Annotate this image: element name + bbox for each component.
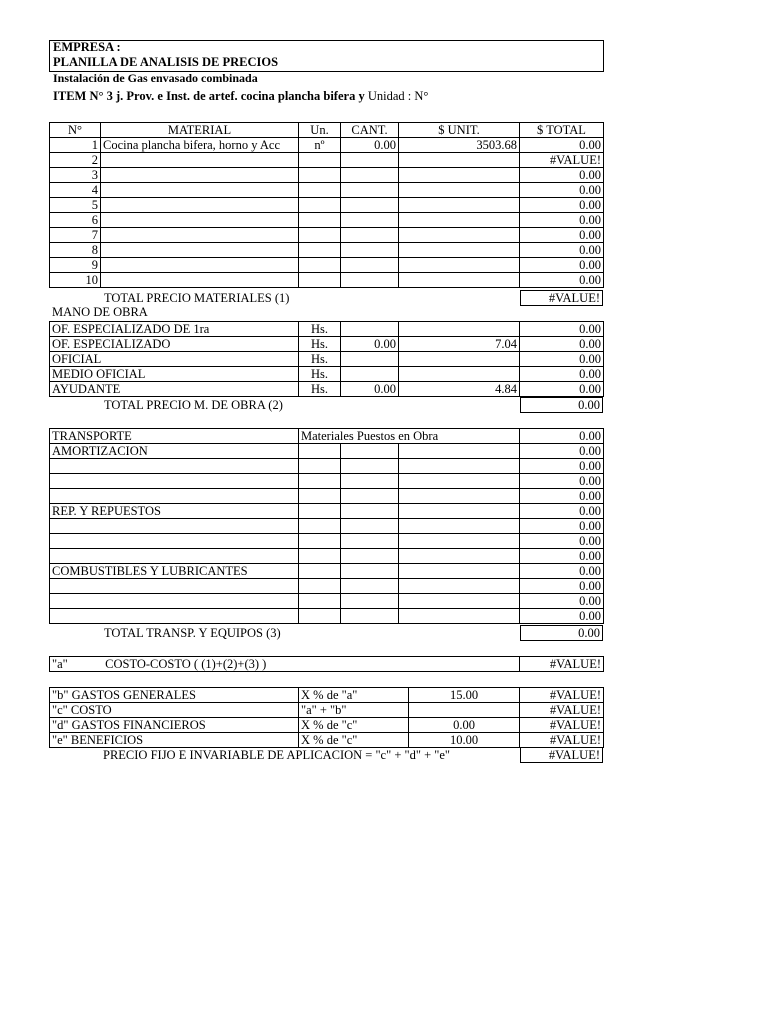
labor-table	[49, 321, 604, 397]
transport-row-cant	[341, 489, 399, 504]
summary-row	[50, 688, 604, 703]
transport-row-unit	[399, 564, 520, 579]
transport-row-total: 0.00	[520, 594, 604, 609]
labor-body	[50, 322, 604, 397]
material-name	[101, 168, 299, 183]
transport-row-cant	[341, 579, 399, 594]
transport-row-un	[299, 474, 341, 489]
labor-un: Hs.	[299, 322, 341, 337]
summary-pct: 0.00	[409, 718, 520, 733]
transport-row	[50, 594, 604, 609]
labor-row	[50, 322, 604, 337]
transport-row-un	[299, 519, 341, 534]
transport-row-unit	[399, 549, 520, 564]
material-row	[50, 153, 604, 168]
material-row	[50, 198, 604, 213]
transport-total-value: 0.00	[578, 626, 600, 640]
transport-row-un	[299, 489, 341, 504]
labor-title: MANO DE OBRA	[52, 305, 148, 319]
labor-unit: 4.84	[399, 382, 520, 397]
transport-row-label	[50, 609, 299, 624]
summary-label: "c" COSTO	[50, 703, 299, 718]
transport-row	[50, 549, 604, 564]
material-n: 9	[50, 258, 101, 273]
material-total: 0.00	[520, 198, 604, 213]
material-row	[50, 228, 604, 243]
transport-row-un	[299, 609, 341, 624]
material-un: nº	[299, 138, 341, 153]
labor-un: Hs.	[299, 337, 341, 352]
material-cant	[341, 213, 399, 228]
labor-cant	[341, 322, 399, 337]
transport-row-unit	[399, 504, 520, 519]
costo-value: #VALUE!	[520, 657, 604, 672]
transport-row-cant	[341, 504, 399, 519]
transport-row-total: 0.00	[520, 579, 604, 594]
transport-row-total: 0.00	[520, 474, 604, 489]
transport-first-total: 0.00	[520, 429, 604, 444]
material-name	[101, 243, 299, 258]
transport-row-un	[299, 549, 341, 564]
material-un	[299, 243, 341, 258]
transport-row-total: 0.00	[520, 609, 604, 624]
labor-cant: 0.00	[341, 337, 399, 352]
transport-row	[50, 609, 604, 624]
transport-note: Materiales Puestos en Obra	[299, 429, 520, 444]
transport-row-unit	[399, 534, 520, 549]
item-line	[53, 89, 428, 104]
material-total: 0.00	[520, 168, 604, 183]
summary-label: "d" GASTOS FINANCIEROS	[50, 718, 299, 733]
material-n: 7	[50, 228, 101, 243]
transport-row-unit	[399, 474, 520, 489]
material-total: #VALUE!	[520, 153, 604, 168]
labor-row	[50, 367, 604, 382]
materials-header-row	[50, 123, 604, 138]
material-n: 5	[50, 198, 101, 213]
transport-row-unit	[399, 489, 520, 504]
transport-row-unit	[399, 579, 520, 594]
labor-total-value: 0.00	[578, 398, 600, 412]
labor-total: 0.00	[520, 337, 604, 352]
labor-total: 0.00	[520, 352, 604, 367]
transport-row	[50, 459, 604, 474]
transport-row-total: 0.00	[520, 444, 604, 459]
transport-row-total: 0.00	[520, 459, 604, 474]
material-row	[50, 183, 604, 198]
summary-formula: "a" + "b"	[299, 703, 409, 718]
material-un	[299, 168, 341, 183]
material-cant	[341, 198, 399, 213]
material-cant	[341, 273, 399, 288]
col-header-un: Un.	[299, 123, 341, 138]
material-total: 0.00	[520, 258, 604, 273]
material-n: 10	[50, 273, 101, 288]
transport-row	[50, 564, 604, 579]
labor-name: MEDIO OFICIAL	[50, 367, 299, 382]
transport-row-label	[50, 579, 299, 594]
material-total: 0.00	[520, 213, 604, 228]
transport-row	[50, 504, 604, 519]
transport-total-label: TOTAL TRANSP. Y EQUIPOS (3)	[104, 626, 281, 640]
labor-row	[50, 337, 604, 352]
material-n: 1	[50, 138, 101, 153]
summary-label: "e" BENEFICIOS	[50, 733, 299, 748]
transport-row-un	[299, 564, 341, 579]
transport-row-total: 0.00	[520, 549, 604, 564]
transport-row-un	[299, 444, 341, 459]
material-total: 0.00	[520, 183, 604, 198]
material-row	[50, 168, 604, 183]
transport-row-cant	[341, 444, 399, 459]
material-cant	[341, 228, 399, 243]
material-un	[299, 213, 341, 228]
transport-row-label: AMORTIZACION	[50, 444, 299, 459]
col-header-unit: $ UNIT.	[399, 123, 520, 138]
labor-unit	[399, 322, 520, 337]
transport-row-un	[299, 504, 341, 519]
material-row	[50, 213, 604, 228]
transport-row-cant	[341, 549, 399, 564]
transport-row-un	[299, 534, 341, 549]
transport-row-total: 0.00	[520, 489, 604, 504]
summary-formula: X % de "c"	[299, 733, 409, 748]
unidad-label: Unidad : N°	[367, 89, 429, 103]
transport-label: TRANSPORTE	[50, 429, 299, 444]
material-name	[101, 273, 299, 288]
transport-table	[49, 428, 604, 624]
transport-first-row	[50, 429, 604, 444]
material-un	[299, 228, 341, 243]
summary-value: #VALUE!	[520, 688, 604, 703]
transport-row-label	[50, 474, 299, 489]
transport-row-label	[50, 489, 299, 504]
material-name	[101, 228, 299, 243]
material-n: 6	[50, 213, 101, 228]
costo-key: "a"	[52, 657, 68, 671]
labor-total: 0.00	[520, 382, 604, 397]
material-row	[50, 243, 604, 258]
labor-cant	[341, 352, 399, 367]
summary-pct: 15.00	[409, 688, 520, 703]
material-cant	[341, 183, 399, 198]
materials-total-value: #VALUE!	[548, 291, 600, 305]
summary-value: #VALUE!	[520, 703, 604, 718]
material-name	[101, 153, 299, 168]
costo-cell	[50, 657, 520, 672]
transport-row-un	[299, 579, 341, 594]
labor-cant	[341, 367, 399, 382]
transport-row-cant	[341, 474, 399, 489]
transport-row-total: 0.00	[520, 564, 604, 579]
material-un	[299, 198, 341, 213]
final-price-label: PRECIO FIJO E INVARIABLE DE APLICACION = "c" + "d" + "e"	[103, 748, 451, 762]
material-name	[101, 183, 299, 198]
costo-table	[49, 656, 604, 672]
material-row	[50, 138, 604, 153]
costo-row	[50, 657, 604, 672]
transport-row-total: 0.00	[520, 534, 604, 549]
material-cant	[341, 153, 399, 168]
material-unit	[399, 258, 520, 273]
costo-label: COSTO-COSTO ( (1)+(2)+(3) )	[105, 657, 267, 671]
material-n: 3	[50, 168, 101, 183]
transport-row	[50, 474, 604, 489]
labor-un: Hs.	[299, 367, 341, 382]
transport-row-un	[299, 594, 341, 609]
subtitle: Instalación de Gas envasado combinada	[53, 71, 258, 85]
transport-row-cant	[341, 594, 399, 609]
col-header-n: N°	[50, 123, 101, 138]
labor-row	[50, 382, 604, 397]
transport-body	[50, 429, 604, 624]
transport-row-cant	[341, 534, 399, 549]
material-cant	[341, 168, 399, 183]
transport-row-label	[50, 594, 299, 609]
material-total: 0.00	[520, 228, 604, 243]
material-unit	[399, 213, 520, 228]
material-un	[299, 273, 341, 288]
final-price-value: #VALUE!	[548, 748, 600, 762]
material-total: 0.00	[520, 243, 604, 258]
labor-total: 0.00	[520, 322, 604, 337]
materials-table	[49, 122, 604, 288]
summary-row	[50, 733, 604, 748]
labor-name: OF. ESPECIALIZADO DE 1ra	[50, 322, 299, 337]
transport-row	[50, 489, 604, 504]
material-n: 2	[50, 153, 101, 168]
summary-pct: 10.00	[409, 733, 520, 748]
transport-row-cant	[341, 459, 399, 474]
transport-row	[50, 579, 604, 594]
col-header-total: $ TOTAL	[520, 123, 604, 138]
material-unit	[399, 153, 520, 168]
summary-row	[50, 703, 604, 718]
labor-name: AYUDANTE	[50, 382, 299, 397]
item-label: ITEM N° 3 j. Prov. e Inst. de artef. cocina plancha bifera y	[53, 89, 365, 103]
transport-row-cant	[341, 519, 399, 534]
material-row	[50, 273, 604, 288]
material-unit	[399, 243, 520, 258]
transport-row-cant	[341, 609, 399, 624]
material-unit: 3503.68	[399, 138, 520, 153]
material-cant: 0.00	[341, 138, 399, 153]
transport-row-total: 0.00	[520, 504, 604, 519]
material-un	[299, 153, 341, 168]
material-name	[101, 258, 299, 273]
transport-row-unit	[399, 444, 520, 459]
labor-unit: 7.04	[399, 337, 520, 352]
col-header-cant: CANT.	[341, 123, 399, 138]
material-un	[299, 258, 341, 273]
material-total: 0.00	[520, 138, 604, 153]
labor-name: OF. ESPECIALIZADO	[50, 337, 299, 352]
material-unit	[399, 198, 520, 213]
transport-row-label	[50, 459, 299, 474]
labor-unit	[399, 352, 520, 367]
transport-row-unit	[399, 459, 520, 474]
transport-row-label: COMBUSTIBLES Y LUBRICANTES	[50, 564, 299, 579]
material-un	[299, 183, 341, 198]
labor-name: OFICIAL	[50, 352, 299, 367]
labor-unit	[399, 367, 520, 382]
transport-row-unit	[399, 609, 520, 624]
labor-row	[50, 352, 604, 367]
summary-formula: X % de "a"	[299, 688, 409, 703]
summary-value: #VALUE!	[520, 718, 604, 733]
transport-row	[50, 519, 604, 534]
material-cant	[341, 243, 399, 258]
transport-row-cant	[341, 564, 399, 579]
summary-table	[49, 687, 604, 748]
summary-row	[50, 718, 604, 733]
material-unit	[399, 228, 520, 243]
labor-un: Hs.	[299, 382, 341, 397]
transport-row-label	[50, 519, 299, 534]
planilla-title: PLANILLA DE ANALISIS DE PRECIOS	[53, 55, 279, 69]
col-header-material: MATERIAL	[101, 123, 299, 138]
labor-total: 0.00	[520, 367, 604, 382]
transport-row-unit	[399, 519, 520, 534]
summary-label: "b" GASTOS GENERALES	[50, 688, 299, 703]
material-total: 0.00	[520, 273, 604, 288]
material-row	[50, 258, 604, 273]
materials-body	[50, 123, 604, 288]
transport-row	[50, 444, 604, 459]
summary-formula: X % de "c"	[299, 718, 409, 733]
transport-row-un	[299, 459, 341, 474]
labor-cant: 0.00	[341, 382, 399, 397]
materials-total-label: TOTAL PRECIO MATERIALES (1)	[104, 291, 290, 305]
material-unit	[399, 273, 520, 288]
material-n: 4	[50, 183, 101, 198]
transport-row-total: 0.00	[520, 519, 604, 534]
summary-pct	[409, 703, 520, 718]
transport-row	[50, 534, 604, 549]
transport-row-label: REP. Y REPUESTOS	[50, 504, 299, 519]
material-cant	[341, 258, 399, 273]
transport-row-unit	[399, 594, 520, 609]
transport-row-label	[50, 549, 299, 564]
material-n: 8	[50, 243, 101, 258]
material-unit	[399, 168, 520, 183]
summary-value: #VALUE!	[520, 733, 604, 748]
material-name	[101, 213, 299, 228]
labor-total-label: TOTAL PRECIO M. DE OBRA (2)	[104, 398, 283, 412]
empresa-label: EMPRESA :	[53, 40, 121, 54]
summary-body	[50, 688, 604, 748]
labor-un: Hs.	[299, 352, 341, 367]
transport-row-label	[50, 534, 299, 549]
material-name	[101, 198, 299, 213]
material-unit	[399, 183, 520, 198]
material-name: Cocina plancha bifera, horno y Acc	[101, 138, 299, 153]
